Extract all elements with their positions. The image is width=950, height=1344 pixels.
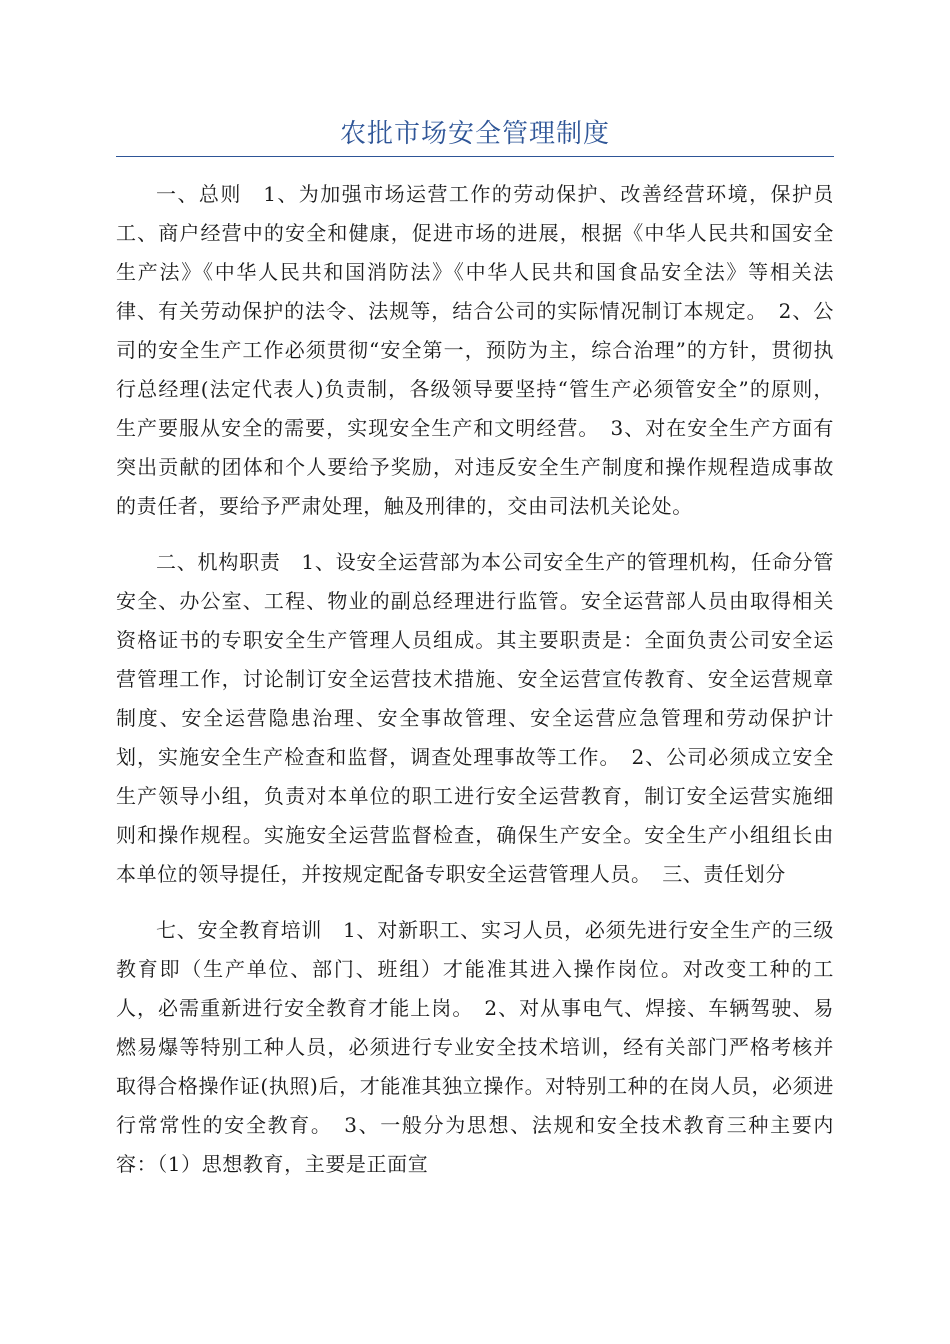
paragraph-general-provisions: 一、总则 1、为加强市场运营工作的劳动保护、改善经营环境，保护员工、商户经营中的安全和健康，促进市场的进展，根据《中华人民共和国安全生产法》《中华人民共和国消防法》《中华人民共和国食品安全法》等相关法律、有关劳动保护的法令、法规等，结合公司的实际情况制订本规定。 2、公司的安全生产工作必须贯彻“安全第一，预防为主，综合治理”的方针，贯彻执行总经理(法定代表人)负责制，各级领导要坚持“管生产必须管安全”的原则，生产要服从安全的需要，实现安全生产和文明经营。 3、对在安全生产方面有突出贡献的团体和个人要给予奖励，对违反安全生产制度和操作规程造成事故的责任者，要给予严肃处理，触及刑律的，交由司法机关论处。 xyxy=(116,182,834,518)
document-body xyxy=(116,175,834,1201)
document-title: 农批市场安全管理制度 xyxy=(339,119,610,149)
paragraph-organization-duties: 二、机构职责 1、设安全运营部为本公司安全生产的管理机构，任命分管安全、办公室、工程、物业的副总经理进行监管。安全运营部人员由取得相关资格证书的专职安全生产管理人员组成。其主要职责是：全面负责公司安全运营管理工作，讨论制订安全运营技术措施、安全运营宣传教育、安全运营规章制度、安全运营隐患治理、安全事故管理、安全运营应急管理和劳动保护计划，实施安全生产检查和监督，调查处理事故等工作。 2、公司必须成立安全生产领导小组，负责对本单位的职工进行安全运营教育，制订安全运营实施细则和操作规程。实施安全运营监督检查，确保生产安全。安全生产小组组长由本单位的领导提任，并按规定配备专职安全运营管理人员。 三、责任划分 xyxy=(116,550,834,886)
title-block xyxy=(116,112,834,157)
paragraph-safety-training: 七、安全教育培训 1、对新职工、实习人员，必须先进行安全生产的三级教育即（生产单位、部门、班组）才能准其进入操作岗位。对改变工种的工人，必需重新进行安全教育才能上岗。 2、对从事电气、焊接、车辆驾驶、易燃易爆等特别工种人员，必须进行专业安全技术培训，经有关部门严格考核并取得合格操作证(执照)后，才能准其独立操作。对特别工种的在岗人员，必须进行常常性的安全教育。 3、一般分为思想、法规和安全技术教育三种主要内容：（1）思想教育，主要是正面宣 xyxy=(116,918,834,1176)
